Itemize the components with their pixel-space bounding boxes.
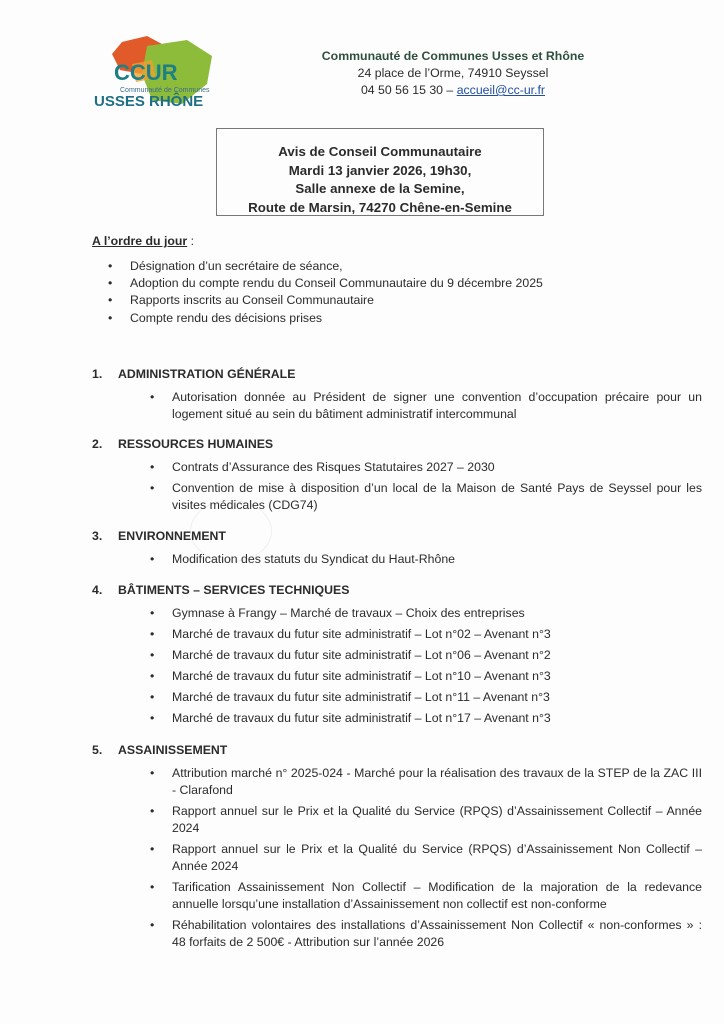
section-heading xyxy=(92,582,702,599)
section-item: • Contrats d’Assurance des Risques Statutaires 2027 – 2030 xyxy=(150,459,702,476)
notice-date: Mardi 13 janvier 2026, 19h30, xyxy=(288,162,472,178)
agenda-colon: : xyxy=(187,234,195,248)
logo-graphic xyxy=(92,34,224,114)
section-item: • Marché de travaux du futur site administratif – Lot n°10 – Avenant n°3 xyxy=(150,668,702,685)
agenda-list xyxy=(108,258,543,327)
agenda-item: • Rapports inscrits au Conseil Communautaire xyxy=(108,292,543,309)
notice-address: Route de Marsin, 74270 Chêne-en-Semine xyxy=(248,199,512,215)
section-assainissement xyxy=(92,742,702,955)
section-title: BÂTIMENTS – SERVICES TECHNIQUES xyxy=(118,583,350,597)
agenda-heading xyxy=(92,234,194,248)
section-heading xyxy=(92,742,702,759)
section-title: ASSAINISSEMENT xyxy=(118,743,228,757)
section-item: • Gymnase à Frangy – Marché de travaux – Choix des entreprises xyxy=(150,605,702,622)
section-ressources-humaines xyxy=(92,436,702,518)
section-item: • Marché de travaux du futur site administratif – Lot n°17 – Avenant n°3 xyxy=(150,710,702,727)
section-heading xyxy=(92,528,702,545)
section-item: • Marché de travaux du futur site administratif – Lot n°11 – Avenant n°3 xyxy=(150,689,702,706)
agenda-item: • Adoption du compte rendu du Conseil Communautaire du 9 décembre 2025 xyxy=(108,275,543,292)
section-item: • Rapport annuel sur le Prix et la Qualité du Service (RPQS) d’Assainissement Collectif – Année 2024 xyxy=(150,803,702,837)
section-item: • Tarification Assainissement Non Collectif – Modification de la majoration de la redevance annuelle lorsqu’une installation d’Assainissement non collectif est non-conforme xyxy=(150,879,702,913)
org-address: 24 place de l’Orme, 74910 Seyssel xyxy=(357,66,549,80)
meeting-notice-box xyxy=(216,128,544,216)
section-administration xyxy=(92,366,702,427)
section-item: • Rapport annuel sur le Prix et la Qualité du Service (RPQS) d’Assainissement Non Collectif – Année 2024 xyxy=(150,841,702,875)
section-number: 1. xyxy=(92,367,103,381)
org-name: Communauté de Communes Usses et Rhône xyxy=(321,49,585,63)
logo-usses-text: USSES RHÔNE xyxy=(94,93,204,110)
section-batiments xyxy=(92,582,702,731)
agenda-item: • Désignation d’un secrétaire de séance, xyxy=(108,258,543,275)
agenda-title: A l’ordre du jour xyxy=(92,234,188,248)
organization-block xyxy=(318,48,588,99)
section-heading xyxy=(92,366,702,383)
org-contact xyxy=(318,82,588,99)
section-title: ENVIRONNEMENT xyxy=(118,529,226,543)
section-title: RESSOURCES HUMAINES xyxy=(118,437,274,451)
section-item: • Modification des statuts du Syndicat du Haut-Rhône xyxy=(150,551,702,568)
section-title: ADMINISTRATION GÉNÉRALE xyxy=(118,367,296,381)
notice-title: Avis de Conseil Communautaire xyxy=(278,144,482,159)
notice-venue: Salle annexe de la Semine, xyxy=(295,181,465,196)
section-number: 5. xyxy=(92,743,103,757)
section-environnement xyxy=(92,528,702,572)
ccur-logo xyxy=(92,34,224,114)
logo-sub-text: Communauté de Communes xyxy=(120,87,210,94)
section-item: • Marché de travaux du futur site administratif – Lot n°02 – Avenant n°3 xyxy=(150,626,702,643)
logo-ccur-text: CCUR xyxy=(114,60,178,85)
section-item: • Attribution marché n° 2025-024 - Marché pour la réalisation des travaux de la STEP de la ZAC III - Clarafond xyxy=(150,765,702,799)
org-email-link[interactable]: accueil@cc-ur.fr xyxy=(456,83,546,97)
section-item: • Réhabilitation volontaires des installations d’Assainissement Non Collectif « non-conformes » : 48 forfaits de 2 500€ - Attribution sur l’année 2026 xyxy=(150,917,702,951)
section-item: • Marché de travaux du futur site administratif – Lot n°06 – Avenant n°2 xyxy=(150,647,702,664)
org-phone: 04 50 56 15 30 – xyxy=(360,83,457,97)
section-heading xyxy=(92,436,702,453)
section-number: 2. xyxy=(92,437,103,451)
section-item: • Autorisation donnée au Président de signer une convention d’occupation précaire pour un logement situé au sein du bâtiment administratif intercommunal xyxy=(150,389,702,423)
section-number: 4. xyxy=(92,583,103,597)
agenda-item: • Compte rendu des décisions prises xyxy=(108,310,543,327)
section-number: 3. xyxy=(92,529,103,543)
section-item: • Convention de mise à disposition d’un local de la Maison de Santé Pays de Seyssel pour les visites médicales (CDG74) xyxy=(150,480,702,514)
